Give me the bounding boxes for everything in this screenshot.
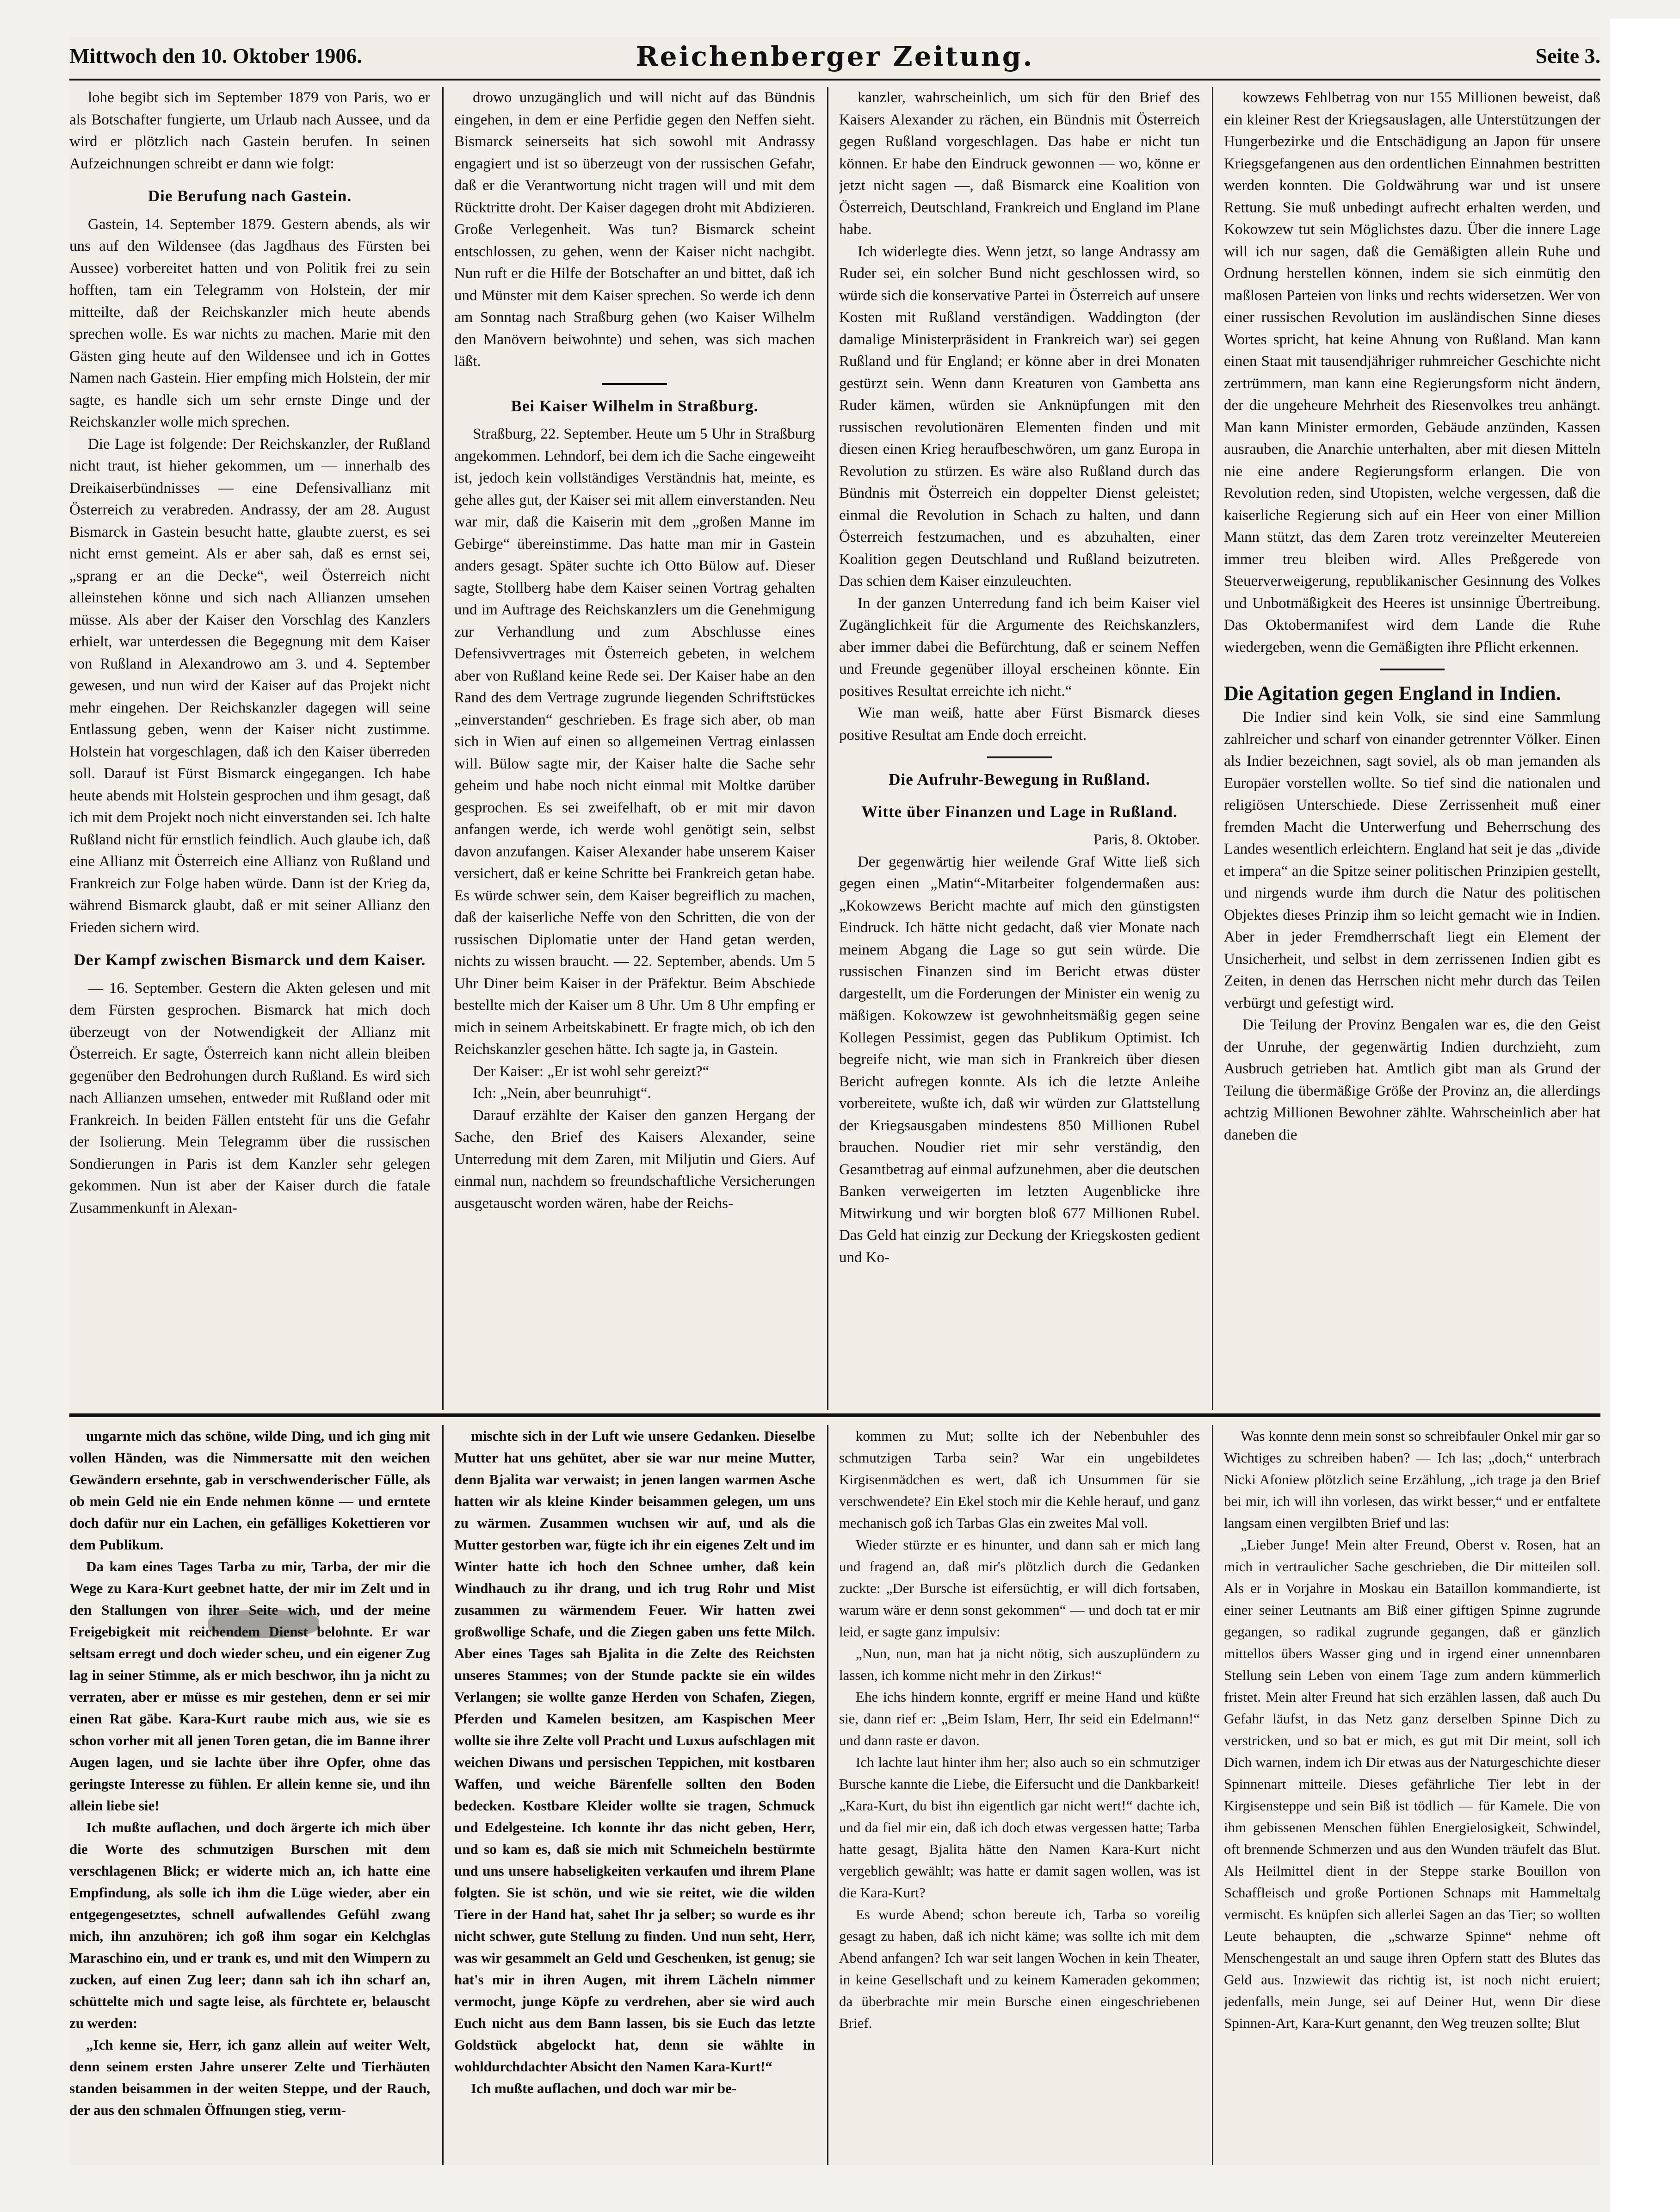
feuilleton-column-1	[69, 1425, 430, 2165]
story-paragraph: „Lieber Junge! Mein alter Freund, Oberst v. Rosen, hat an mich in vertraulicher Sache geschrieben, die Dir mitteilen soll. Als er in Vorjahre in Moskau ein Bataillon kommandierte, ist einer seiner Leutnants am Biß einer giftigen Spinne zugrunde gegangen, so radikal zugrunde gegangen, daß er gänzlich mittellos übers Wasser ging und in irgend einer unnennbaren Stellung sein Leben von einem Tage zum andern kümmerlich fristet. Mein alter Freund hat sich erzählen lassen, daß auch Du Gefahr läufst, in das Netz ganz derselben Spinne Dich zu verstricken, und so bat er mich, es gut mit Dir meint, soll ich Dich warnen, indem ich Dir etwas aus der Naturgeschichte dieser Spinnenart mitteile. Dieses gefährliche Tier lebt in der Kirgisensteppe und sein Biß ist tödlich — für Kamele. Die von ihm gebissenen Menschen fühlen Energielosigkeit, Schwindel, oft brennende Schmerzen und aus den Wunden träufelt das Blut. Als Heilmittel dient in der Steppe starke Bouillon von Schaffleisch und große Portionen Schnaps mit Hammeltalg vermischt. Es knüpfen sich allerlei Sagen an das Tier; so wollten Leute behaupten, die „schwarze Spinne“ nehme oft Menschengestalt an und sauge ihren Opfern statt des Blutes das Geld aus. Inzwiewit das richtig ist, ist noch nicht eruiert; jedenfalls, mein Junge, sei auf Deiner Hut, wenn Dir diese Spinnen-Art, Kara-Kurt genannt, den Weg treuzen sollte; Blut	[1224, 1537, 1600, 2031]
article-paragraph: lohe begibt sich im September 1879 von Paris, wo er als Botschafter fungierte, um Urlaub nach Aussee, und da wird er plötzlich nach Gastein berufen. In seinen Aufzeichnungen schreibt er dann wie folgt:	[69, 89, 430, 172]
article-paragraph: In der ganzen Unterredung fand ich beim Kaiser viel Zugänglichkeit für die Argumente des Reichskanzlers, aber immer dabei die Befürchtung, daß er seinem Neffen und Freunde gegenüber illoyal erscheinen könnte. Ein positives Resultat erreichte ich nicht.“	[839, 595, 1200, 700]
column-rule	[1212, 87, 1213, 1410]
section-heading: Die Berufung nach Gastein.	[148, 187, 352, 205]
story-paragraph: Ehe ichs hindern konnte, ergriff er meine Hand und küßte sie, dann rief er: „Beim Islam, Herr, Ihr seid ein Edelmann!“ und dann raste er davon.	[839, 1689, 1200, 1748]
section-heading: Die Agitation gegen England in Indien.	[1224, 682, 1561, 705]
article-paragraph: Ich widerlegte dies. Wenn jetzt, so lange Andrassy am Ruder sei, ein solcher Bund nicht geschlossen wird, so würde sich die konservative Partei in Österreich auf unsere Kosten mit Rußland verständigen. Waddington (der damalige Ministerpräsident in Frankreich war) sei gegen Rußland und für England; er könne aber in drei Monaten gestürzt sein. Wenn dann Kreaturen von Gambetta ans Ruder kämen, würden sie Anknüpfungen mit den russischen revolutionären Elementen finden und mit diesen einen Krieg heraufbeschwören, um ganz Europa in Revolution zu stürzen. Es wäre also Rußland durch das Bündnis mit Österreich ein doppelter Dienst geleistet; einmal die Revolution in Schach zu halten, und dann Österreich festzumachen, und es abzuhalten, einer Koalition gegen Deutschland und Rußland beizutreten. Das schien dem Kaiser einzuleuchten.	[839, 243, 1200, 589]
article-paragraph: Die Lage ist folgende: Der Reichskanzler, der Rußland nicht traut, ist hieher gekommen, um — innerhalb des Dreikaiserbündnisses — eine Defensivallianz mit Österreich zu verabreden. Andrassy, der am 28. August Bismarck in Gastein besucht hatte, glaubte zuerst, es sei nicht ernst gemeint. Als er aber sah, daß es ernst sei, „sprang er an die Decke“, weil Österreich nicht alleinstehen könne und sich nach Allianzen umsehen müsse. Als aber der Kaiser den Vorschlag des Kanzlers erhielt, war unterdessen die Begegnung mit dem Kaiser von Rußland in Alexandrowo am 3. und 4. September gewesen, und nun wird der Kaiser auf das Projekt nicht mehr eingehen. Der Reichskanzler dagegen will seine Entlassung geben, wenn der Kaiser nicht zustimme. Holstein hat vorgeschlagen, daß ich den Kaiser überreden soll. Darauf ist Fürst Bismarck eingegangen. Ich habe heute abends mit Holstein gesprochen und ihm gesagt, daß ich mit dem Projekt noch nicht einverstanden sei. Ich halte Rußland nicht für ernstlich feindlich. Auch glaube ich, daß eine Allianz mit Österreich eine Allianz von Rußland und Frankreich zur Folge haben würde. Dann ist der Krieg da, während Bismarck glaubt, daß er mit seiner Allianz den Frieden sichern wird.	[69, 435, 430, 936]
column-2	[454, 87, 815, 1408]
feuilleton-divider	[69, 1413, 1600, 1417]
column-rule	[827, 1425, 828, 2165]
page-header	[69, 37, 1600, 81]
column-rule	[442, 87, 444, 1410]
section-heading: Bei Kaiser Wilhelm in Straßburg.	[511, 397, 759, 415]
separator-rule	[1380, 669, 1445, 670]
story-paragraph: „Nun, nun, man hat ja nicht nötig, sich auszuplündern zu lassen, ich komme nicht mehr in den Zirkus!“	[839, 1645, 1200, 1683]
separator-rule	[602, 383, 667, 385]
column-3	[839, 87, 1200, 1408]
story-paragraph: kommen zu Mut; sollte ich der Nebenbuhler des schmutzigen Tarba sein? War ein ungebildetes Kirgisenmädchen es wert, daß ich Unsummen für sie verschwendete? Ein Ekel stoch mir die Kehle herauf, und ganz mechanisch goß ich Tarbas Glas ein zweites Mal voll.	[839, 1428, 1200, 1531]
article-paragraph: Die Indier sind kein Volk, sie sind eine Sammlung zahlreicher und scharf von einander getrennter Völker. Einen als Indier bezeichnen, sagt soviel, als ob man jemanden als Europäer vorstellen wollte. So tief sind die nationalen und religiösen Unterschiede. Diese Zerrissenheit muß einer fremden Macht die Unterwerfung und Beherrschung des Landes wesentlich erleichtern. England hat seit je das „divide et impera“ an die Spitze seiner politischen Prinzipien gestellt, und nirgends wurde ihm durch die Natur des politischen Objektes dieses Prinzip ihm so leicht gemacht wie in Indien. Aber in jeder Fremdherrschaft liegt ein Element der Unsicherheit, und selbst in dem zerrissenen Indien gibt es Zeiten, in denen das Herrschen nicht mehr durch das Teilen verbürgt und gefestigt wird.	[1224, 709, 1600, 1011]
story-paragraph: Es wurde Abend; schon bereute ich, Tarba so voreilig gesagt zu haben, daß ich nicht käme; was sollte ich mit dem Abend anfangen? Ich war seit langen Wochen in kein Theater, in keine Gesellschaft und zu keinem Kameraden gekommen; da überbrachte mir mein Bursche einen eingeschriebenen Brief.	[839, 1906, 1200, 2031]
ink-smudge	[208, 1610, 319, 1638]
issue-date: Mittwoch den 10. Oktober 1906.	[69, 44, 362, 68]
article-paragraph: Der Kaiser: „Er ist wohl sehr gereizt?“	[473, 1063, 710, 1080]
article-paragraph: drowo unzugänglich und will nicht auf das Bündnis eingehen, in dem er eine Perfidie gegen den Neffen sieht. Bismarck seinerseits hat sich sowohl mit Andrassy engagiert und ist so überzeugt von der russischen Gefahr, daß er die Verantwortung nicht tragen will und mit dem Rücktritte droht. Der Kaiser dagegen droht mit Abdizieren. Große Verlegenheit. Was tun? Bismarck scheint entschlossen, zu gehen, wenn der Kaiser nicht nachgibt. Nun ruft er die Hilfe der Botschafter an und bittet, daß ich und Münster mit dem Kaiser sprechen. So werde ich denn am Sonntag nach Straßburg gehen (wo Kaiser Wilhelm den Manövern beiwohnte) und sehen, was sich machen läßt.	[454, 89, 815, 370]
story-paragraph: Ich mußte auflachen, und doch war mir be-	[471, 2080, 737, 2096]
section-heading: Der Kampf zwischen Bismarck und dem Kaiser.	[74, 951, 426, 969]
article-paragraph: Wie man weiß, hatte aber Fürst Bismarck dieses positive Resultat am Ende doch erreicht.	[839, 705, 1200, 744]
masthead: Reichenberger Zeitung.	[636, 41, 1034, 72]
story-paragraph: Ich mußte auflachen, und doch ärgerte ich mich über die Worte des schmutzigen Burschen mit dem verschlagenen Blick; er widerte mich an, ich hatte eine Empfindung, als solle ich ihm die Lüge wieder, aber ein entgegengesetztes, schnell aufwallendes Gefühl zwang mich, ihn anzuhören; ich goß ihm sogar ein Kelchglas Maraschino ein, und er trank es, und mit den Wimpern zu zucken, auf einen Zug leer; dann sah ich ihn scharf an, schüttelte mich und sagte leise, als fürchtete er, belauscht zu werden:	[69, 1819, 430, 2031]
scan-margin	[1610, 19, 1680, 2212]
feuilleton-column-2	[454, 1425, 815, 2165]
separator-rule	[987, 756, 1052, 758]
article-paragraph: — 16. September. Gestern die Akten gelesen und mit dem Fürsten gesprochen. Bismarck hat mich doch überzeugt von der Notwendigkeit der Allianz mit Österreich. Er sagte, Österreich kann nicht allein bleiben gegenüber den Bedrohungen durch Rußland. Es wird sich nach Allianzen umsehen, entweder mit Rußland oder mit Frankreich. In beiden Fällen entsteht für uns die Gefahr der Isolierung. Mein Telegramm über die russischen Sondierungen in Paris ist dem Kanzler sehr gelegen gekommen. Nun ist aber der Kaiser durch die fatale Zusammenkunft in Alexan-	[69, 979, 430, 1216]
article-paragraph: Darauf erzählte der Kaiser den ganzen Hergang der Sache, den Brief des Kaisers Alexander, seine Unterredung mit dem Zaren, mit Miljutin und Giers. Auf einmal nun, nachdem so freundschaftliche Versicherungen ausgetauscht worden wären, habe der Reichs-	[454, 1107, 815, 1212]
column-rule	[827, 87, 828, 1410]
story-paragraph: Was konnte denn mein sonst so schreibfauler Onkel mir gar so Wichtiges zu schreiben haben? — Ich las; „doch,“ unterbrach Nicki Afoniew plötzlich seine Erzählung, „ich trage ja den Brief bei mir, ich will ihn vorlesen, das wirkt besser,“ und er entfaltete langsam einen vergilbten Brief und las:	[1224, 1428, 1600, 1531]
article-paragraph: kanzler, wahrscheinlich, um sich für den Brief des Kaisers Alexander zu rächen, ein Bündnis mit Österreich gegen Rußland vorgeschlagen. Das habe er nicht tun können. Er habe den Eindruck gewonnen — wo, könne er jetzt nicht sagen —, daß Bismarck eine Koalition von Österreich, Deutschland, Frankreich und England im Plane habe.	[839, 89, 1200, 238]
story-paragraph: mischte sich in der Luft wie unsere Gedanken. Dieselbe Mutter hat uns gehütet, aber sie war nur meine Mutter, denn Bjalita war verwaist; in jenen langen warmen Asche hatten wir als kleine Kinder beisammen gelegen, um uns zu wärmen. Zusammen wuchsen wir auf, und als die Mutter gestorben war, fügte ich ihr ein eigenes Zelt und im Winter hatte ich hoch den Schnee umher, daß kein Windhauch zu ihr drang, und ich trug Rohr und Mist zusammen zu wärmendem Feuer. Wir hatten zwei großwollige Schafe, und die Ziegen gaben uns fette Milch. Aber eines Tages sah Bjalita in die Zelte des Reichsten unseres Stammes; von der Stunde packte sie ein wildes Verlangen; sie wollte ganze Herden von Schafen, Ziegen, Pferden und Kamelen besitzen, am Kaspischen Meer wollte sie ihre Zelte voll Pracht und Luxus aufschlagen mit weichen Diwans und persischen Teppichen, mit kostbaren Waffen, und weiche Bärenfelle sollten den Boden bedecken. Kostbare Kleider wollte sie tragen, Schmuck und Edelgesteine. Ich konnte ihr das nicht geben, Herr, und so kam es, daß sie mich mit Schmeicheln bestürmte und uns unsere habseligkeiten verkaufen und ihrem Plane folgten. Sie ist schön, und wie sie reitet, wie die wilden Tiere in der Hand hat, sahet Ihr ja selber; so wurde es ihr nicht schwer, gute Stellung zu finden. Und nun seht, Herr, was wir gesammelt an Geld und Geschenken, ist genug; sie hat's mir in ihren Augen, mit ihrem Lächeln nimmer vermocht, junge Köpfe zu verdrehen, aber sie wird auch Euch nicht aus dem Bann lassen, bis sie Euch das letzte Goldstück abgelockt hat, denn sie wählte in wohldurchdachter Absicht den Namen Kara-Kurt!“	[454, 1428, 815, 2075]
page-number: Seite 3.	[1535, 44, 1600, 68]
article-paragraph: Gastein, 14. September 1879. Gestern abends, als wir uns auf den Wildensee (das Jagdhaus des Fürsten bei Aussee) vorbereitet hatten und von Politik frei zu sein hofften, tam ein Telegramm von Holstein, der mir mitteilte, daß der Reichskanzler mich heute abends sprechen wolle. Es war nichts zu machen. Marie mit den Gästen ging heute auf den Wildensee und ich in Gottes Namen nach Gastein. Hier empfing mich Holstein, der mir sagte, es handle sich um sehr ernste Dinge und der Reichskanzler wolle mich sprechen.	[69, 216, 430, 430]
sub-heading: Witte über Finanzen und Lage in Rußland.	[861, 802, 1178, 821]
story-paragraph: Ich lachte laut hinter ihm her; also auch so ein schmutziger Bursche kannte die Liebe, die Eifersucht und die Dankbarkeit! „Kara-Kurt, du bist ihn eigentlich gar nicht wert!“ dachte ich, und da fiel mir ein, daß ich doch etwas vergessen hatte; Tarba hatte gesagt, Bjalita hätte den Namen Kara-Kurt nicht vergeblich gewählt; was hatte er damit sagen wollen, was ist die Kara-Kurt?	[839, 1754, 1200, 1901]
section-heading: Die Aufruhr-Bewegung in Rußland.	[889, 770, 1150, 788]
article-paragraph: Der gegenwärtig hier weilende Graf Witte ließ sich gegen einen „Matin“-Mitarbeiter folgendermaßen aus: „Kokowzews Bericht machte auf mich den günstigsten Eindruck. Ich hätte nicht gedacht, daß vier Monate nach meinem Abgang die Lage so gut sein würde. Die russischen Finanzen sind im Bericht etwas düster dargestellt, um die Forderungen der Minister ein wenig zu mäßigen. Kokowzew ist gewohnheitsmäßig gegen seine Kollegen Pessimist, gegen das Publikum Optimist. Ich begreife nicht, wie man sich in Frankreich über diesen Bericht aufregen konnte. Als ich die letzte Anleihe vorbereitete, wußte ich, daß wir würden zur Glattstellung der Kriegsausgaben mindestens 850 Millionen Rubel brauchen. Noudier riet mir sehr verständig, den Gesamtbetrag auf einmal aufzunehmen, aber die deutschen Banken verweigerten im letzten Augenblicke ihre Mitwirkung und wir borgten bloß 677 Millionen Rubel. Das Geld hat einzig zur Deckung der Kriegskosten gedient und Ko-	[839, 853, 1200, 1266]
article-paragraph: Die Teilung der Provinz Bengalen war es, die den Geist der Unruhe, der gegenwärtig Indien durchzieht, zum Ausbruch getrieben hat. Amtlich gibt man als Grund der Teilung die übermäßige Größe der Provinz an, die allerdings achtzig Millionen Bewohner zählte. Wahrscheinlich aber hat daneben die	[1224, 1016, 1600, 1143]
feuilleton-column-3	[839, 1425, 1200, 2165]
story-paragraph: ungarnte mich das schöne, wilde Ding, und ich ging mit vollen Händen, was die Nimmersatte mit den weichen Gewändern ersehnte, gab in verschwenderischer Fülle, als ob mein Geld nie ein Ende nehmen könne — und erntete doch dafür nur ein Lachen, ein gefälliges Kokettieren vor dem Publikum.	[69, 1428, 430, 1553]
feuilleton-column-4	[1224, 1425, 1600, 2165]
column-4	[1224, 87, 1600, 1408]
story-paragraph: „Ich kenne sie, Herr, ich ganz allein auf weiter Welt, denn seinem ersten Jahre unserer Zelte und Tierhäuten standen beisammen in der weiten Steppe, und der Rauch, der aus den schmalen Öffnungen stieg, verm-	[69, 2037, 430, 2118]
column-rule	[442, 1425, 444, 2165]
story-paragraph: Wieder stürzte er es hinunter, und dann sah er mich lang und fragend an, daß mir's plötzlich durch die Gedanken zuckte: „Der Bursche ist eifersüchtig, er will dich fortsaben, warum wäre er denn sonst gekommen“ — und doch tat er mir leid, er sagte ganz impulsiv:	[839, 1537, 1200, 1640]
dateline: Paris, 8. Oktober.	[1093, 831, 1200, 848]
column-1	[69, 87, 430, 1408]
article-paragraph: Straßburg, 22. September. Heute um 5 Uhr in Straßburg angekommen. Lehndorf, bei dem ich die Sache eingeweiht ist, jedoch kein vollständiges Verständnis hat, meinte, es gehe alles gut, der Kaiser sei mit allem einverstanden. Neu war mir, daß die Kaiserin mit dem „großen Manne im Gebirge“ übereinstimme. Das hatte man mir in Gastein anders gesagt. Später suchte ich Otto Bülow auf. Dieser sagte, Stollberg habe dem Kaiser seinen Vortrag gehalten und im Auftrage des Reichskanzlers um die Genehmigung zur Verhandlung und zum Abschlusse eines Defensivvertrages mit Österreich gebeten, in welchem aber von Rußland keine Rede sei. Der Kaiser habe an den Rand des dem Vertrage zugrunde liegenden Schriftstückes „einverstanden“ geschrieben. Es frage sich aber, ob man sich in Wien auf einen so allgemeinen Vertrag einlassen will. Bülow sagte mir, der Kaiser halte die Sache sehr geheim und habe noch nicht einmal mit Moltke darüber gesprochen. Es sei zweifelhaft, ob er mit mir davon anfangen werde, ich werde wohl genötigt sein, selbst davon anzufangen. Kaiser Alexander habe unserem Kaiser versichert, daß er keine Schritte bei Frankreich getan habe. Es würde schwer sein, dem Kaiser begreiflich zu machen, daß der kaiserliche Neffe von den Schritten, die von der russischen Diplomatie unter der Hand getan werden, nichts zu wissen braucht. — 22. September, abends. Um 5 Uhr Diner beim Kaiser in der Präfektur. Beim Abschiede bestellte mich der Kaiser um 8 Uhr. Um 8 Uhr empfing er mich in seinem Arbeitskabinett. Er fragte mich, ob ich den Reichskanzler gesehen hätte. Ich sagte ja, in Gastein.	[454, 426, 815, 1058]
newspaper-page	[69, 37, 1600, 2165]
article-paragraph: kowzews Fehlbetrag von nur 155 Millionen beweist, daß ein kleiner Rest der Kriegsauslagen, alle Unterstützungen der Hungerbezirke und die Entschädigung an Japon für unsere Kriegsgefangenen aus den ordentlichen Einnahmen bestritten werden konnten. Die Goldwährung war und ist unsere Rettung. Sie muß unbedingt aufrecht erhalten werden, und Kokowzew tut sein Möglichstes dazu. Über die innere Lage will ich nur sagen, daß die Gemäßigten allein Ruhe und Ordnung herstellen können, indem sie sich einmütig den maßlosen Parteien von links und rechts widersetzen. Wer von einer russischen Revolution im ausländischen Sinne dieses Wortes spricht, hat keine Ahnung von Rußland. Man kann einen Staat mit tausendjähriger ruhmreicher Geschichte nicht zertrümmern, man kann eine Regierungsform nicht ändern, der die ungeheure Mehrheit des Riesenvolkes treu anhängt. Man kann Minister ermorden, Gebäude anzünden, Kassen ausrauben, die Anarchie unterhalten, aber mit diesen Mitteln nie eine andere Regierungsform erlangen. Die von Revolution reden, sind Utopisten, welche vergessen, daß die kaiserliche Regierung sich auf ein Heer von einer Million Mann stützt, das dem Zaren trotz vereinzelter Meutereien immer treu bleiben wird. Alles Preßgerede von Steuerverweigerung, republikanischer Gesinnung des Volkes und Unbotmäßigkeit des Heeres ist unsinnige Übertreibung. Das Oktobermanifest wird dem Lande die Ruhe wiedergeben, wenn die Gemäßigten ihre Pflicht erkennen.	[1224, 89, 1600, 656]
column-rule	[1212, 1425, 1213, 2165]
article-paragraph: Ich: „Nein, aber beunruhigt“.	[473, 1085, 651, 1102]
story-paragraph: Da kam eines Tages Tarba zu mir, Tarba, der mir die Wege zu Kara-Kurt geebnet hatte, der mir im Zelt und in den Stallungen von ihrer Seite wich, und der meine Freigebigkeit mit reichendem Dienst belohnte. Er war seltsam erregt und doch wieder scheu, und ein eigener Zug lag in seiner Stimme, als er mich beschwor, ihn ja nicht zu verraten, aber er müsse es mir gestehen, denn er sei mir einen Rat gäbe. Kara-Kurt raube mich aus, wie sie es schon vorher mit all jenen Toren getan, die im Banne ihrer Augen lagen, und sie lachte über ihre Opfer, ohne das geringste Interesse zu fühlen. Er allein kenne sie, und ihn allein liebe sie!	[69, 1558, 430, 1814]
